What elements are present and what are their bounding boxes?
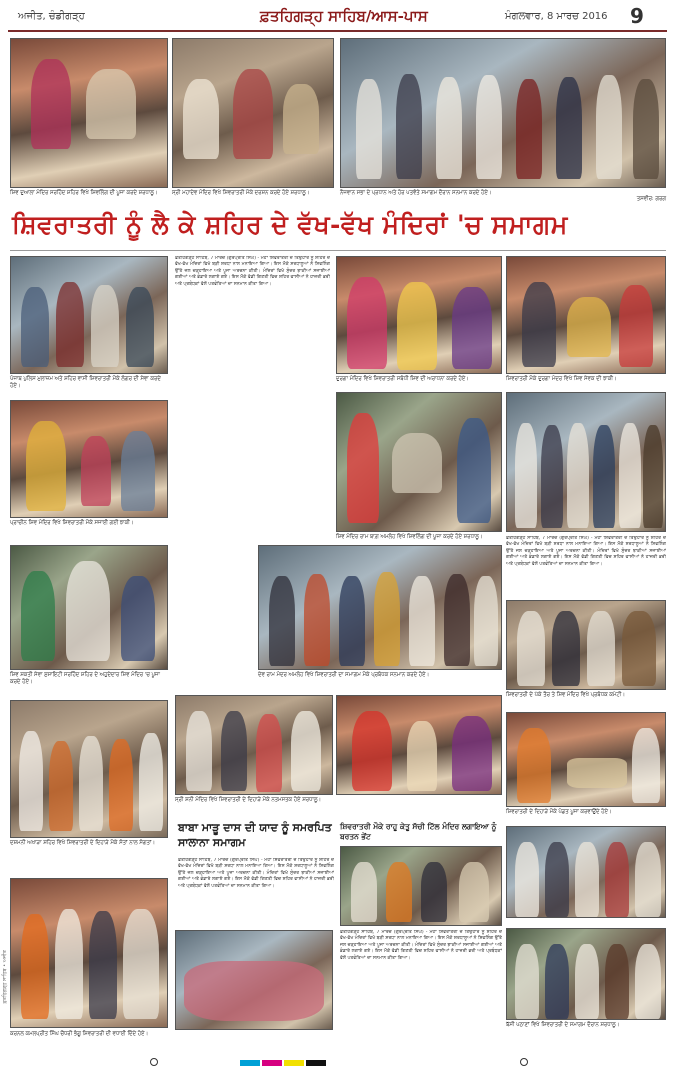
print-color-bar-black [306,1060,326,1066]
right-caption-4: ਬੱਸੀ ਪਠਾਣਾਂ ਵਿਖੇ ਸ਼ਿਵਰਾਤਰੀ ਦੇ ਸਮਾਗਮ ਦੌਰਾਨ ਸ਼ਰਧਾਲੂ। [506,1022,620,1028]
mid-photo-1 [336,256,502,374]
date-label: ਮੰਗਲਵਾਰ, 8 ਮਾਰਚ 2016 [505,11,608,22]
top-photo-2 [172,38,334,188]
story2-headline: ਬਾਬਾ ਮਾੜੂ ਦਾਸ ਦੀ ਯਾਦ ਨੂੰ ਸਮਰਪਿਤ ਸਾਲਾਨਾ ਸਮਾਗਮ [178,821,332,849]
headline-rule [10,250,666,251]
top-caption-3-credit: ਤਸਵੀਰ: ਗਰਗ [636,196,666,202]
top-caption-1: ਸ਼ਿਵ ਦੁਆਲਾ ਮੰਦਿਰ ਸਰਹਿੰਦ ਸ਼ਹਿਰ ਵਿਖੇ ਸ਼ਿਵਲਿੰਗ ਦੀ ਪੂਜਾ ਕਰਦੇ ਸ਼ਰਧਾਲੂ। [10,190,158,196]
article-body-1: ਫ਼ਤਹਿਗੜ੍ਹ ਸਾਹਿਬ, 7 ਮਾਰਚ (ਗੁਰਪ੍ਰੀਤ ਸਿੰਘ) - ਮਹਾਂ ਸ਼ਿਵਰਾਤਰੀ ਦੇ ਤਿਉਹਾਰ ਨੂੰ ਸ਼ਹਿਰ ਦੇ ਵੱਖ-ਵੱਖ ਮੰਦਿਰਾਂ ਵਿਖੇ ਬੜੀ ਸ਼ਰਧਾ ਨਾਲ ਮਨਾਇਆ ਗਿਆ। ਇਸ ਮੌਕੇ ਸ਼ਰਧਾਲੂਆਂ ਨੇ ਸ਼ਿਵਲਿੰਗ ਉੱਤੇ ਜਲ ਚੜ੍ਹਾਇਆ ਅਤੇ ਪੂਜਾ ਅਰਚਨਾ ਕੀਤੀ। ਮੰਦਿਰਾਂ ਵਿਖੇ ਸੁੰਦਰ ਝਾਕੀਆਂ ਸਜਾਈਆਂ ਗਈਆਂ ਅਤੇ ਭੰਡਾਰੇ ਲਗਾਏ ਗਏ। ਇਸ ਮੌਕੇ ਵੱਡੀ ਗਿਣਤੀ ਵਿਚ ਸ਼ਹਿਰ ਵਾਸੀਆਂ ਨੇ ਹਾਜ਼ਰੀ ਭਰੀ ਅਤੇ ਪ੍ਰਬੰਧਕਾਂ ਵੱਲੋਂ ਪਤਵੰਤਿਆਂ ਦਾ ਸਨਮਾਨ ਕੀਤਾ ਗਿਆ। [175,256,330,287]
left-photo-2 [10,400,168,518]
right-photo-6 [506,928,666,1020]
right-photo-5 [506,826,666,918]
left-photo-1 [10,256,168,374]
left-caption-2: ਪ੍ਰਾਚੀਨ ਸ਼ਿਵ ਮੰਦਿਰ ਵਿਖੇ ਸ਼ਿਵਰਾਤਰੀ ਮੌਕੇ ਸਜਾਈ ਗਈ ਝਾਕੀ। [10,520,134,526]
mid-photo-5 [336,695,502,795]
article-body-3: ਫ਼ਤਹਿਗੜ੍ਹ ਸਾਹਿਬ, 7 ਮਾਰਚ (ਗੁਰਪ੍ਰੀਤ ਸਿੰਘ) - ਮਹਾਂ ਸ਼ਿਵਰਾਤਰੀ ਦੇ ਤਿਉਹਾਰ ਨੂੰ ਸ਼ਹਿਰ ਦੇ ਵੱਖ-ਵੱਖ ਮੰਦਿਰਾਂ ਵਿਖੇ ਬੜੀ ਸ਼ਰਧਾ ਨਾਲ ਮਨਾਇਆ ਗਿਆ। ਇਸ ਮੌਕੇ ਸ਼ਰਧਾਲੂਆਂ ਨੇ ਸ਼ਿਵਲਿੰਗ ਉੱਤੇ ਜਲ ਚੜ੍ਹਾਇਆ ਅਤੇ ਪੂਜਾ ਅਰਚਨਾ ਕੀਤੀ। ਮੰਦਿਰਾਂ ਵਿਖੇ ਸੁੰਦਰ ਝਾਕੀਆਂ ਸਜਾਈਆਂ ਗਈਆਂ ਅਤੇ ਭੰਡਾਰੇ ਲਗਾਏ ਗਏ। ਇਸ ਮੌਕੇ ਵੱਡੀ ਗਿਣਤੀ ਵਿਚ ਸ਼ਹਿਰ ਵਾਸੀਆਂ ਨੇ ਹਾਜ਼ਰੀ ਭਰੀ ਅਤੇ ਪ੍ਰਬੰਧਕਾਂ ਵੱਲੋਂ ਪਤਵੰਤਿਆਂ ਦਾ ਸਨਮਾਨ ਕੀਤਾ ਗਿਆ। [340,930,502,961]
main-headline: ਸ਼ਿਵਰਾਤਰੀ ਨੂੰ ਲੈ ਕੇ ਸ਼ਹਿਰ ਦੇ ਵੱਖ-ਵੱਖ ਮੰਦਿਰਾਂ 'ਚ ਸਮਾਗਮ [12,210,568,239]
print-color-bar-cyan [240,1060,260,1066]
mid-caption-2: ਸ਼ਿਵ ਮੰਦਿਰ ਰਾਮ ਬਾਗ਼ ਅਮਲੋਹ ਵਿਖੇ ਸ਼ਿਵਲਿੰਗ ਦੀ ਪੂਜਾ ਕਰਦੇ ਹੋਏ ਸ਼ਰਧਾਲੂ। [336,534,483,540]
mid-caption-3: ਦੇਵ ਰਾਮ ਮੰਦਰ ਅਮਲੋਹ ਵਿਖੇ ਸ਼ਿਵਰਾਤਰੀ ਦਾ ਸਮਾਗਮ ਮੌਕੇ ਪ੍ਰਬੰਧਕ ਸਨਮਾਨ ਕਰਦੇ ਹੋਏ। [258,672,430,678]
section-title: ਫ਼ਤਹਿਗੜ੍ਹ ਸਾਹਿਬ/ਆਸ-ਪਾਸ [260,7,428,25]
print-color-bar-magenta [262,1060,282,1066]
left-photo-4 [10,700,168,838]
right-photo-2 [506,392,666,532]
registration-mark-right [520,1058,528,1066]
page-number: 9 [630,4,644,28]
top-caption-2: ਸ੍ਰੀ ਮਹਾਦੇਵ ਮੰਦਿਰ ਵਿਖੇ ਸ਼ਿਵਰਾਤਰੀ ਮੌਕੇ ਦਰਸ਼ਨ ਕਰਦੇ ਹੋਏ ਸ਼ਰਧਾਲੂ। [172,190,310,196]
print-color-bar-yellow [284,1060,304,1066]
story3-headline: ਸ਼ਿਵਰਾਤਰੀ ਮੌਕੇ ਰਾਹੂ ਕੇਤੂ ਸੱਚੀ ਟਿੱਲ ਮੰਦਿਰ ਲਗਾਇਆ ਨੂੰ ਬਰਤਨ ਭੇਂਟ [340,822,497,841]
left-caption-5: ਕਰਨਲ ਕਮਲਪ੍ਰੀਤ ਸਿੰਘ ਚੌਧਰੀ ਭੰਗੂ ਸ਼ਿਵਰਾਤਰੀ ਦੀ ਵਧਾਈ ਦਿੰਦੇ ਹੋਏ। [10,1031,149,1037]
left-photo-5 [10,878,168,1028]
left-caption-3: ਸ਼ਿਵ ਸ਼ਕਤੀ ਸੇਵਾ ਸੁਸਾਇਟੀ ਸਰਹਿੰਦ ਸ਼ਹਿਰ ਦੇ ਅਹੁਦੇਦਾਰ ਸ਼ਿਵ ਮੰਦਿਰ 'ਚ ਪੂਜਾ ਕਰਦੇ ਹੋਏ। [10,672,160,685]
right-photo-1 [506,256,666,374]
top-photo-1 [10,38,168,188]
left-caption-4: ਦਸ਼ਮਨੀ ਅਖਾੜਾ ਸ਼ਹਿਰ ਵਿਖੇ ਸ਼ਿਵਰਾਤਰੀ ਦੇ ਦਿਹਾੜੇ ਮੌਕੇ ਸੰਤਾਂ ਨਾਲ ਸੰਗਤਾਂ। [10,840,155,846]
mid-photo-3 [258,545,502,670]
registration-mark-left [150,1058,158,1066]
mid-caption-1: ਦੁਰਗਾ ਮੰਦਿਰ ਵਿਖੇ ਸ਼ਿਵਰਾਤਰੀ ਸਬੰਧੀ ਸ਼ਿਵ ਦੀ ਅਰਾਧਨਾ ਕਰਦੇ ਹੋਏ। [336,376,469,382]
left-caption-1: ਪੰਜਾਬ ਪੁਲਿਸ ਮੁਲਾਜ਼ਮ ਅਤੇ ਸ਼ਹਿਰ ਵਾਸੀ ਸ਼ਿਵਰਾਤਰੀ ਮੌਕੇ ਲੰਗਰ ਦੀ ਸੇਵਾ ਕਰਦੇ ਹੋਏ। [10,376,161,389]
right-article-body: ਫ਼ਤਹਿਗੜ੍ਹ ਸਾਹਿਬ, 7 ਮਾਰਚ (ਗੁਰਪ੍ਰੀਤ ਸਿੰਘ) - ਮਹਾਂ ਸ਼ਿਵਰਾਤਰੀ ਦੇ ਤਿਉਹਾਰ ਨੂੰ ਸ਼ਹਿਰ ਦੇ ਵੱਖ-ਵੱਖ ਮੰਦਿਰਾਂ ਵਿਖੇ ਬੜੀ ਸ਼ਰਧਾ ਨਾਲ ਮਨਾਇਆ ਗਿਆ। ਇਸ ਮੌਕੇ ਸ਼ਰਧਾਲੂਆਂ ਨੇ ਸ਼ਿਵਲਿੰਗ ਉੱਤੇ ਜਲ ਚੜ੍ਹਾਇਆ ਅਤੇ ਪੂਜਾ ਅਰਚਨਾ ਕੀਤੀ। ਮੰਦਿਰਾਂ ਵਿਖੇ ਸੁੰਦਰ ਝਾਕੀਆਂ ਸਜਾਈਆਂ ਗਈਆਂ ਅਤੇ ਭੰਡਾਰੇ ਲਗਾਏ ਗਏ। ਇਸ ਮੌਕੇ ਵੱਡੀ ਗਿਣਤੀ ਵਿਚ ਸ਼ਹਿਰ ਵਾਸੀਆਂ ਨੇ ਹਾਜ਼ਰੀ ਭਰੀ ਅਤੇ ਪ੍ਰਬੰਧਕਾਂ ਵੱਲੋਂ ਪਤਵੰਤਿਆਂ ਦਾ ਸਨਮਾਨ ਕੀਤਾ ਗਿਆ। [506,536,666,567]
right-caption-3: ਸ਼ਿਵਰਾਤਰੀ ਦੇ ਦਿਹਾੜੇ ਮੌਕੇ ਪੰਡਤ ਪੂਜਾ ਕਰਵਾਉਂਦੇ ਹੋਏ। [506,809,612,815]
right-caption-1: ਸ਼ਿਵਰਾਤਰੀ ਮੌਕੇ ਦੁਰਗਾ ਮੰਦਰ ਵਿਖੇ ਸ਼ਿਵ ਸੇਵਕ ਦੀ ਝਾਕੀ। [506,376,617,382]
top-photo-3 [340,38,666,188]
mid-photo-6 [340,846,502,926]
right-caption-2: ਸ਼ਿਵਰਾਤਰੀ ਦੇ ਪੱਕੇ ਤੌਰ ਤੇ ਸ਼ਿਵ ਮੰਦਿਰ ਵਿਖੇ ਪ੍ਰਬੰਧਕ ਕਮੇਟੀ। [506,692,625,698]
mid-photo-4 [175,695,333,795]
mid-photo-2 [336,392,502,532]
page-side-tag: ਫ਼ਤਹਿਗੜ੍ਹ ਸਾਹਿਬ • ਅਜੀਤ [2,950,8,1004]
edition-label: ਅਜੀਤ, ਚੰਡੀਗੜ੍ਹ [18,11,85,22]
left-photo-3 [10,545,168,670]
mid-photo-7 [175,930,333,1030]
right-photo-3 [506,600,666,690]
article-body-2: ਫ਼ਤਹਿਗੜ੍ਹ ਸਾਹਿਬ, 7 ਮਾਰਚ (ਗੁਰਪ੍ਰੀਤ ਸਿੰਘ) - ਮਹਾਂ ਸ਼ਿਵਰਾਤਰੀ ਦੇ ਤਿਉਹਾਰ ਨੂੰ ਸ਼ਹਿਰ ਦੇ ਵੱਖ-ਵੱਖ ਮੰਦਿਰਾਂ ਵਿਖੇ ਬੜੀ ਸ਼ਰਧਾ ਨਾਲ ਮਨਾਇਆ ਗਿਆ। ਇਸ ਮੌਕੇ ਸ਼ਰਧਾਲੂਆਂ ਨੇ ਸ਼ਿਵਲਿੰਗ ਉੱਤੇ ਜਲ ਚੜ੍ਹਾਇਆ ਅਤੇ ਪੂਜਾ ਅਰਚਨਾ ਕੀਤੀ। ਮੰਦਿਰਾਂ ਵਿਖੇ ਸੁੰਦਰ ਝਾਕੀਆਂ ਸਜਾਈਆਂ ਗਈਆਂ ਅਤੇ ਭੰਡਾਰੇ ਲਗਾਏ ਗਏ। ਇਸ ਮੌਕੇ ਵੱਡੀ ਗਿਣਤੀ ਵਿਚ ਸ਼ਹਿਰ ਵਾਸੀਆਂ ਨੇ ਹਾਜ਼ਰੀ ਭਰੀ ਅਤੇ ਪ੍ਰਬੰਧਕਾਂ ਵੱਲੋਂ ਪਤਵੰਤਿਆਂ ਦਾ ਸਨਮਾਨ ਕੀਤਾ ਗਿਆ। [178,858,334,889]
mid-caption-4: ਸ੍ਰੀ ਸ਼ਨੀ ਮੰਦਿਰ ਵਿਖੇ ਸ਼ਿਵਰਾਤਰੀ ਦੇ ਦਿਹਾੜੇ ਮੌਕੇ ਨਤਮਸਤਕ ਹੋਏ ਸ਼ਰਧਾਲੂ। [175,797,322,803]
top-caption-3: ਨੌਜਵਾਨ ਸਭਾ ਦੇ ਪ੍ਰਧਾਨ ਅਤੇ ਹੋਰ ਪਤਵੰਤੇ ਸਮਾਗਮ ਦੌਰਾਨ ਸਨਮਾਨ ਕਰਦੇ ਹੋਏ। [340,190,492,196]
right-photo-4 [506,712,666,807]
